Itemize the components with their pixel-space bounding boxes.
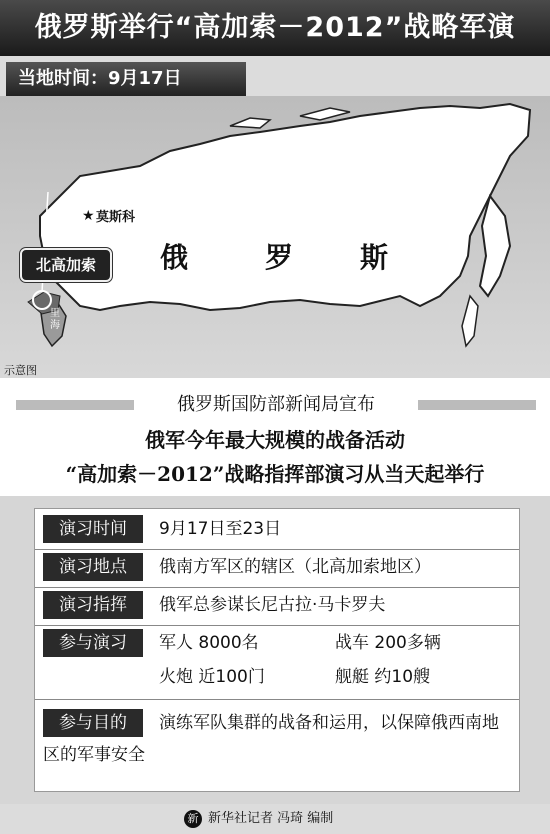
time-value: 9月17日至23日	[159, 519, 282, 539]
commander-value: 俄军总参谋长尼古拉·马卡罗夫	[159, 595, 386, 615]
map-label-char-2: 罗	[265, 241, 294, 274]
map-label-char-3: 斯	[360, 241, 389, 274]
map-label-char-1: 俄	[160, 241, 189, 274]
russia-map	[0, 96, 550, 378]
time-label: 演习时间	[43, 515, 143, 543]
participants-vehicles: 战车 200多辆	[335, 633, 441, 653]
place-label: 演习地点	[43, 553, 143, 581]
decorative-bar-left	[16, 400, 134, 410]
exercise-info-panel	[0, 496, 550, 804]
moscow-label: 莫斯科	[96, 210, 136, 225]
place-value: 俄南方军区的辖区（北高加索地区）	[159, 557, 431, 577]
announcement-source: 俄罗斯国防部新闻局宣布	[177, 394, 375, 415]
commander-label: 演习指挥	[43, 591, 143, 619]
participants-artillery: 火炮 近100门	[159, 667, 265, 687]
kamchatka-peninsula	[480, 196, 510, 296]
decorative-bar-right	[418, 400, 536, 410]
north-caucasus-callout: 北高加索	[20, 248, 112, 282]
announcement-source-row	[0, 392, 550, 418]
xinhua-logo-icon: 新	[184, 810, 202, 828]
announcement-section	[0, 378, 550, 496]
participants-label: 参与演习	[43, 629, 143, 657]
row-divider	[35, 587, 519, 588]
moscow-star-icon: ★	[82, 208, 95, 224]
local-time-badge: 当地时间：9月17日	[6, 62, 246, 96]
exercise-info-card	[34, 508, 520, 792]
caspian-sea-label: 里海	[50, 308, 60, 331]
participants-ships: 舰艇 约10艘	[335, 667, 431, 687]
row-divider	[35, 625, 519, 626]
headline-line-1: 俄军今年最大规模的战备活动	[145, 428, 405, 452]
purpose-label: 参与目的	[43, 709, 143, 737]
participants-soldiers: 军人 8000名	[159, 633, 259, 653]
map-caption: 示意图	[4, 364, 37, 377]
sakhalin-island	[462, 296, 478, 346]
row-divider	[35, 549, 519, 550]
row-divider	[35, 699, 519, 700]
footer	[0, 804, 550, 834]
page-title: 俄罗斯举行“高加索－2012”战略军演	[0, 0, 550, 56]
headline-line-2: “高加索－2012”战略指挥部演习从当天起举行	[65, 462, 485, 486]
purpose-value: 演练军队集群的战备和运用，以保障俄西南地区的军事安全	[43, 713, 499, 765]
footer-credit: 新华社记者 冯琦 编制	[208, 811, 334, 826]
